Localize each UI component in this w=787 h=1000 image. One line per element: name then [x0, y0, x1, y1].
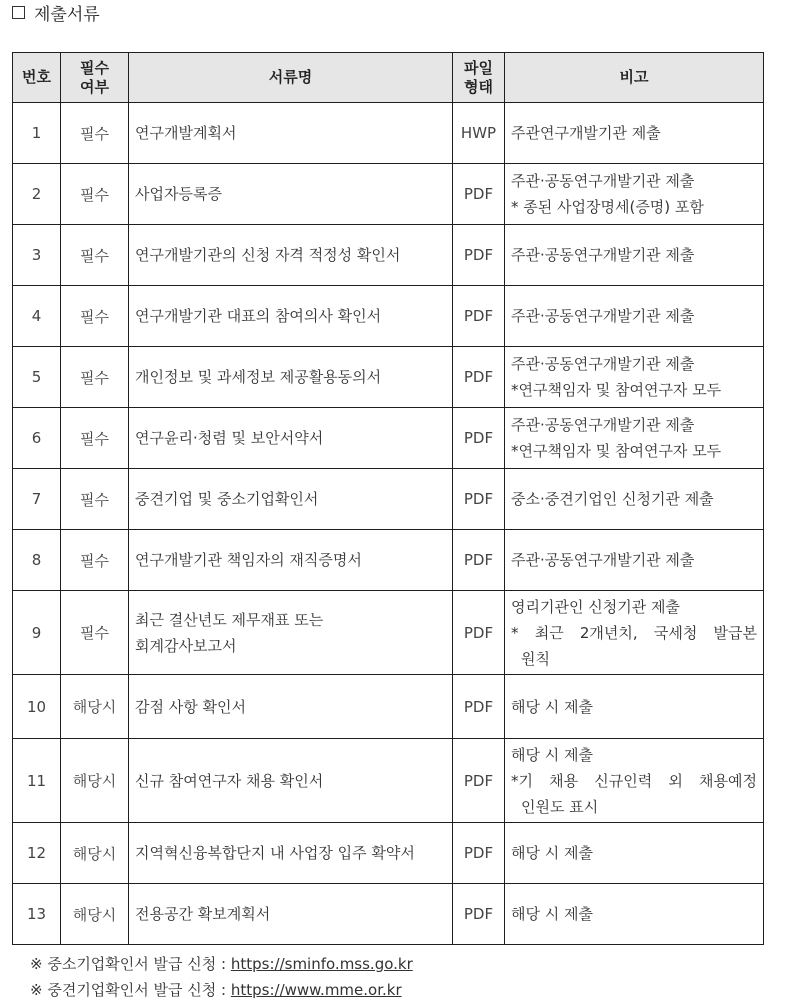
documents-table: [12, 52, 764, 945]
row-document-name: 개인정보 및 과세정보 제공활용동의서: [129, 347, 453, 408]
row-number: 9: [13, 591, 61, 675]
row-document-name: 사업자등록증: [129, 164, 453, 225]
table-row: [13, 675, 764, 739]
table-row: [13, 823, 764, 884]
row-file-type: PDF: [453, 530, 505, 591]
row-document-name: 연구윤리·청렴 및 보안서약서: [129, 408, 453, 469]
row-required: 해당시: [61, 675, 129, 739]
row-required: 해당시: [61, 884, 129, 945]
row-required: 해당시: [61, 739, 129, 823]
table-row: [13, 286, 764, 347]
row-note: 해당 시 제출: [505, 675, 764, 739]
table-row: [13, 469, 764, 530]
row-required: 필수: [61, 286, 129, 347]
table-row: [13, 739, 764, 823]
row-file-type: PDF: [453, 739, 505, 823]
header-no: 번호: [13, 53, 61, 103]
row-file-type: PDF: [453, 164, 505, 225]
footer-note-mid: ※ 중견기업확인서 발급 신청 : https://www.mme.or.kr: [30, 981, 402, 999]
row-note: 주관연구개발기관 제출: [505, 103, 764, 164]
row-required: 필수: [61, 347, 129, 408]
row-file-type: PDF: [453, 408, 505, 469]
table-row: [13, 591, 764, 675]
row-number: 8: [13, 530, 61, 591]
row-required: 필수: [61, 103, 129, 164]
row-number: 5: [13, 347, 61, 408]
row-document-name: 연구개발기관 대표의 참여의사 확인서: [129, 286, 453, 347]
header-file-type: 파일 형태: [453, 53, 505, 103]
row-number: 7: [13, 469, 61, 530]
row-file-type: PDF: [453, 347, 505, 408]
row-number: 11: [13, 739, 61, 823]
row-note: 주관·공동연구개발기관 제출: [505, 530, 764, 591]
row-note: 해당 시 제출 *기 채용 신규인력 외 채용예정 인원도 표시: [505, 739, 764, 823]
row-file-type: PDF: [453, 884, 505, 945]
table-row: [13, 347, 764, 408]
section-title-text: 제출서류: [34, 4, 100, 25]
checkbox-square-icon: [12, 6, 25, 19]
table-row: [13, 164, 764, 225]
row-note: 영리기관인 신청기관 제출 * 최근 2개년치, 국세청 발급본 원칙: [505, 591, 764, 675]
row-file-type: PDF: [453, 675, 505, 739]
row-required: 필수: [61, 591, 129, 675]
row-number: 6: [13, 408, 61, 469]
row-document-name: 연구개발계획서: [129, 103, 453, 164]
row-note: 해당 시 제출: [505, 884, 764, 945]
row-number: 1: [13, 103, 61, 164]
row-note: 주관·공동연구개발기관 제출 *연구책임자 및 참여연구자 모두: [505, 408, 764, 469]
row-file-type: HWP: [453, 103, 505, 164]
row-required: 필수: [61, 469, 129, 530]
row-note: 해당 시 제출: [505, 823, 764, 884]
row-number: 10: [13, 675, 61, 739]
header-required: 필수 여부: [61, 53, 129, 103]
row-file-type: PDF: [453, 469, 505, 530]
mme-link[interactable]: https://www.mme.or.kr: [230, 981, 402, 999]
table-row: [13, 884, 764, 945]
row-document-name: 연구개발기관의 신청 자격 적정성 확인서: [129, 225, 453, 286]
row-note: 주관·공동연구개발기관 제출 *연구책임자 및 참여연구자 모두: [505, 347, 764, 408]
row-document-name: 중견기업 및 중소기업확인서: [129, 469, 453, 530]
row-number: 2: [13, 164, 61, 225]
row-note: 주관·공동연구개발기관 제출: [505, 225, 764, 286]
row-required: 필수: [61, 408, 129, 469]
table-header-row: [13, 53, 764, 103]
section-title: [12, 0, 100, 24]
table-row: [13, 530, 764, 591]
row-number: 4: [13, 286, 61, 347]
row-required: 필수: [61, 225, 129, 286]
table-row: [13, 408, 764, 469]
row-number: 13: [13, 884, 61, 945]
table-row: [13, 225, 764, 286]
row-file-type: PDF: [453, 286, 505, 347]
header-name: 서류명: [129, 53, 453, 103]
row-document-name: 신규 참여연구자 채용 확인서: [129, 739, 453, 823]
row-file-type: PDF: [453, 591, 505, 675]
row-document-name: 지역혁신융복합단지 내 사업장 입주 확약서: [129, 823, 453, 884]
row-number: 3: [13, 225, 61, 286]
row-number: 12: [13, 823, 61, 884]
row-note: 주관·공동연구개발기관 제출: [505, 286, 764, 347]
row-required: 해당시: [61, 823, 129, 884]
row-document-name: 연구개발기관 책임자의 재직증명서: [129, 530, 453, 591]
table-row: [13, 103, 764, 164]
row-file-type: PDF: [453, 225, 505, 286]
row-document-name: 전용공간 확보계획서: [129, 884, 453, 945]
sminfo-link[interactable]: https://sminfo.mss.go.kr: [230, 955, 413, 973]
row-file-type: PDF: [453, 823, 505, 884]
header-note: 비고: [505, 53, 764, 103]
row-document-name: 최근 결산년도 제무재표 또는 회계감사보고서: [129, 591, 453, 675]
row-required: 필수: [61, 530, 129, 591]
row-note: 중소·중견기업인 신청기관 제출: [505, 469, 764, 530]
row-required: 필수: [61, 164, 129, 225]
row-document-name: 감점 사항 확인서: [129, 675, 453, 739]
footer-note-sme: ※ 중소기업확인서 발급 신청 : https://sminfo.mss.go.kr: [30, 955, 413, 973]
row-note: 주관·공동연구개발기관 제출 * 종된 사업장명세(증명) 포함: [505, 164, 764, 225]
